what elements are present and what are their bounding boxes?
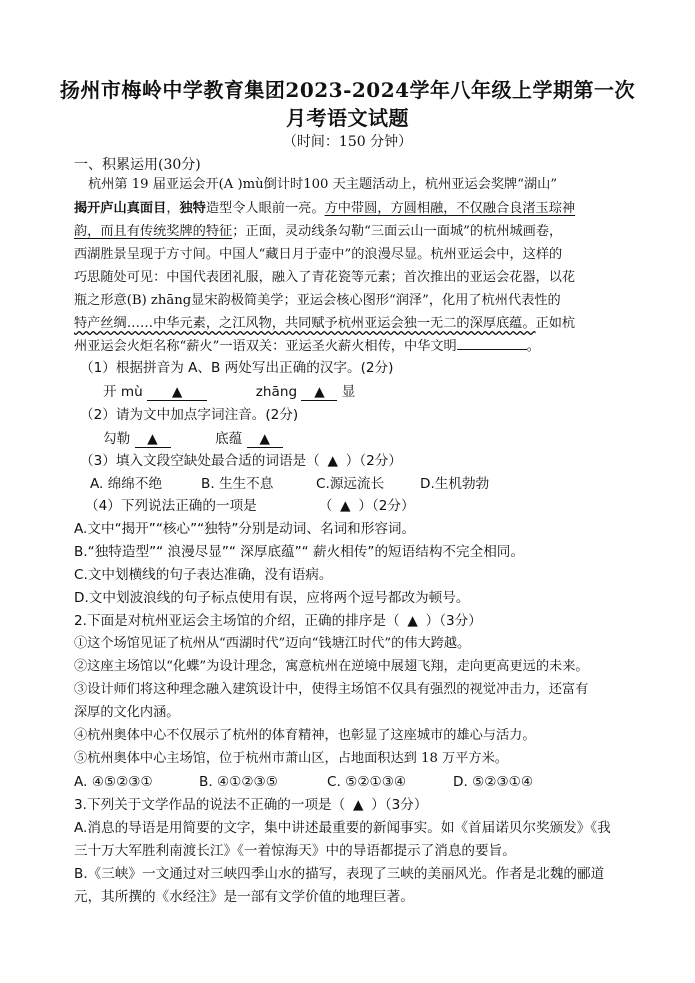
fill-blank[interactable] xyxy=(457,336,527,350)
q2-item-5: ⑤杭州奥体中心主场馆，位于杭州市萧山区，占地面积达到 18 万平方米。 xyxy=(74,751,508,766)
q2-stem: （2）请为文中加点字词注音。(2分) xyxy=(80,407,299,423)
passage-bold: 独特 xyxy=(179,201,206,216)
answer-blank-a[interactable]: ▲ xyxy=(147,384,207,401)
passage-line-4: 西湖胜景呈现于方寸间。中国人“藏日月于壶中”的浪漫尽显。杭州亚运会中，这样的 xyxy=(74,247,563,262)
option-b[interactable]: B. ④①②③⑤ xyxy=(199,774,278,790)
q2-item-4: ④杭州奥体中心不仅展示了杭州的体育精神，也彰显了这座城市的雄心与活力。 xyxy=(74,728,536,743)
q2-options xyxy=(74,771,624,793)
answer-mark[interactable]: ▲ xyxy=(407,613,418,629)
passage-line-6: 瓶之形意(B) zhāng显宋韵极简美学；亚运会核心图形“润泽”，化用了杭州代表性的 xyxy=(74,293,561,308)
passage-bold: 揭开庐山真面目 xyxy=(74,201,167,216)
answer-mark[interactable]: ▲ xyxy=(340,498,351,514)
q2-answers: 勾勒 ▲ 底蕴 ▲ xyxy=(103,428,653,450)
option-d[interactable]: D. ⑤②③①④ xyxy=(453,774,534,790)
q4-option-b[interactable]: B.“独特造型”“ 浪漫尽显”“ 深厚底蕴”“ 薪火相传”的短语结构不完全相同。 xyxy=(74,544,524,560)
option-a[interactable]: A. ④⑤②③① xyxy=(74,774,153,790)
q3-option-b-line2: 元，其所撰的《水经注》是一部有文学价值的地理巨著。 xyxy=(74,889,414,905)
answer-mark[interactable]: ▲ xyxy=(353,797,364,813)
wavy-sentence: 特产丝绸……中华元素，之江风物，共同赋予杭州亚运会独一无二的深厚底蕴。 xyxy=(74,316,536,331)
q2-item-1: ①这个场馆见证了杭州从“西湖时代”迈向“钱塘江时代”的伟大跨越。 xyxy=(74,636,471,651)
q3-options xyxy=(90,473,640,495)
passage-line-3: 韵，而且有传统奖牌的特征；正面，灵动线条勾勒“三面云山一面城”的杭州城画卷， xyxy=(74,224,563,239)
q4-stem: （4）下列说法正确的一项是 （ ▲ ）（2分） xyxy=(85,495,635,517)
q2-item-2: ②这座主场馆以“化蝶”为设计理念，寓意杭州在逆境中展翅飞翔，走向更高更远的未来。 xyxy=(74,659,589,674)
underlined-sentence: 方中带圆，方圆相融，不仅融合良渚玉琮神 xyxy=(324,201,576,216)
answer-mark[interactable]: ▲ xyxy=(327,453,338,469)
exam-time: （时间：150 分钟） xyxy=(282,134,413,150)
passage-line-5: 巧思随处可见：中国代表团礼服，融入了青花瓷等元素；首次推出的亚运会花器，以花 xyxy=(74,270,576,285)
q3-stem: （3）填入文段空缺处最合适的词语是（ ▲ ）（2分） xyxy=(80,450,630,472)
answer-blank-b[interactable]: ▲ xyxy=(301,384,337,401)
q1-stem: （1）根据拼音为 A、B 两处写出正确的汉字。(2分) xyxy=(80,360,394,376)
section1-heading: 一、积累运用(30分) xyxy=(74,157,201,173)
q3-option-b-line1[interactable]: B.《三峡》一文通过对三峡四季山水的描写，表现了三峡的美丽风光。作者是北魏的郦道 xyxy=(74,866,605,882)
q3-option-a-line1[interactable]: A.消息的导语是用简要的文字，集中讲述最重要的新闻事实。如《首届诺贝尔奖颁发》《我 xyxy=(74,820,611,836)
q4-option-a[interactable]: A.文中“揭开”“核心”“独特”分别是动词、名词和形容词。 xyxy=(74,521,416,537)
q3-option-a-line2: 三十万大军胜利南渡长江》《一着惊海天》中的导语都提示了消息的要旨。 xyxy=(74,843,516,859)
option-c[interactable]: C. ⑤②①③④ xyxy=(327,774,407,790)
passage-line-7: 特产丝绸……中华元素，之江风物，共同赋予杭州亚运会独一无二的深厚底蕴。正如杭 xyxy=(74,316,576,331)
option-c[interactable]: C.源远流长 xyxy=(316,476,385,492)
q2-item-3: ③设计师们将这种理念融入建筑设计中，使得主场馆不仅具有强烈的视觉冲击力，还富有 xyxy=(74,682,589,697)
passage-line-2: 揭开庐山真面目，独特造型令人眼前一亮。方中带圆，方圆相融，不仅融合良渚玉琮神 xyxy=(74,201,576,216)
q2-item-3-cont: 深厚的文化内涵。 xyxy=(74,705,180,720)
answer-blank-goule[interactable]: ▲ xyxy=(135,431,171,448)
exam-title-line2: 月考语文试题 xyxy=(286,106,409,130)
answer-blank-diyun[interactable]: ▲ xyxy=(247,431,283,448)
q4-option-d[interactable]: D.文中划波浪线的句子标点使用有误，应将两个逗号都改为顿号。 xyxy=(74,590,470,606)
option-d[interactable]: D.生机勃勃 xyxy=(420,476,490,492)
q3-literature-stem: 3.下列关于文学作品的说法不正确的一项是（ ▲ ）（3分） xyxy=(74,794,624,816)
option-b[interactable]: B. 生生不息 xyxy=(201,476,274,492)
q4-option-c[interactable]: C.文中划横线的句子表达准确，没有语病。 xyxy=(74,567,333,583)
exam-title-line1: 扬州市梅岭中学教育集团2023-2024学年八年级上学期第一次 xyxy=(59,78,636,102)
passage-line-1: 杭州第 19 届亚运会开(A )mù倒计时100 天主题活动上，杭州亚运会奖牌“湖山” xyxy=(88,177,558,192)
passage-line-8: 州亚运会火炬名称“薪火”一语双关：亚运圣火薪火相传，中华文明 。 xyxy=(74,336,624,358)
option-a[interactable]: A. 绵绵不绝 xyxy=(90,476,163,492)
q2-order-stem: 2.下面是对杭州亚运会主场馆的介绍，正确的排序是（ ▲ ）（3分） xyxy=(74,610,624,632)
underlined-sentence: 韵，而且有传统奖牌的特征 xyxy=(74,224,233,239)
q1-answers: 开 mù ▲ zhāng ▲ 显 xyxy=(103,384,356,400)
